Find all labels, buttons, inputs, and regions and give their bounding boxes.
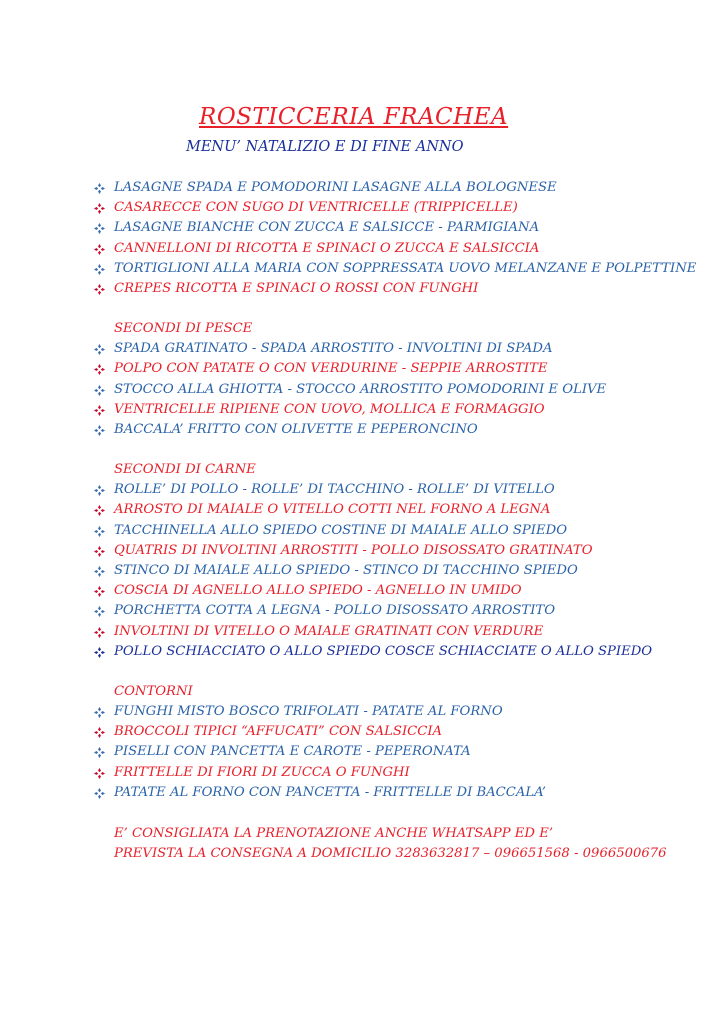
menu-item bbox=[93, 541, 713, 561]
menu-item-text: COSCIA DI AGNELLO ALLO SPIEDO - AGNELLO IN UMIDO bbox=[114, 583, 522, 599]
footer-line-1: E’ CONSIGLIATA LA PRENOTAZIONE ANCHE WHATSAPP ED E’ bbox=[114, 826, 554, 842]
section-heading-carne: SECONDI DI CARNE bbox=[114, 462, 256, 478]
diamond-bullet-icon bbox=[94, 244, 105, 255]
menu-item bbox=[93, 702, 713, 722]
diamond-bullet-icon bbox=[94, 606, 105, 617]
page-subtitle: MENU’ NATALIZIO E DI FINE ANNO bbox=[186, 139, 464, 155]
contorni-section bbox=[93, 702, 713, 803]
diamond-bullet-icon bbox=[94, 223, 105, 234]
carne-section bbox=[93, 480, 713, 662]
menu-item-text: PATATE AL FORNO CON PANCETTA - FRITTELLE DI BACCALA’ bbox=[114, 784, 546, 800]
diamond-bullet-icon bbox=[94, 546, 105, 557]
footer-line-2: PREVISTA LA CONSEGNA A DOMICILIO 3283632817 – 096651568 - 0966500676 bbox=[114, 846, 667, 862]
menu-item-text: LASAGNE SPADA E POMODORINI LASAGNE ALLA BOLOGNESE bbox=[114, 180, 557, 195]
menu-item-text: ARROSTO DI MAIALE O VITELLO COTTI NEL FORNO A LEGNA bbox=[114, 502, 551, 518]
primi-section bbox=[93, 178, 713, 299]
diamond-bullet-icon bbox=[94, 727, 105, 738]
diamond-bullet-icon bbox=[94, 526, 105, 537]
pesce-section bbox=[93, 339, 713, 440]
diamond-bullet-icon bbox=[94, 284, 105, 295]
menu-item bbox=[93, 642, 713, 662]
diamond-bullet-icon bbox=[94, 566, 105, 577]
menu-item bbox=[93, 279, 713, 299]
menu-item-text: INVOLTINI DI VITELLO O MAIALE GRATINATI CON VERDURE bbox=[114, 623, 544, 639]
menu-item-text: TACCHINELLA ALLO SPIEDO COSTINE DI MAIALE ALLO SPIEDO bbox=[114, 522, 568, 538]
menu-item bbox=[93, 400, 713, 420]
menu-item-text: QUATRIS DI INVOLTINI ARROSTITI - POLLO DISOSSATO GRATINATO bbox=[114, 542, 593, 558]
menu-item bbox=[93, 420, 713, 440]
menu-item-text: CREPES RICOTTA E SPINACI O ROSSI CON FUNGHI bbox=[114, 281, 479, 297]
menu-item bbox=[93, 259, 713, 279]
menu-item bbox=[93, 500, 713, 520]
diamond-bullet-icon bbox=[94, 586, 105, 597]
menu-item bbox=[93, 622, 713, 642]
diamond-bullet-icon bbox=[94, 364, 105, 375]
menu-item-text: CANNELLONI DI RICOTTA E SPINACI O ZUCCA E SALSICCIA bbox=[114, 240, 540, 256]
menu-item-text: TORTIGLIONI ALLA MARIA CON SOPPRESSATA UOVO MELANZANE E POLPETTINE bbox=[114, 260, 697, 276]
diamond-bullet-icon bbox=[94, 385, 105, 396]
menu-item bbox=[93, 339, 713, 359]
menu-item-text: POLLO SCHIACCIATO O ALLO SPIEDO COSCE SCHIACCIATE O ALLO SPIEDO bbox=[114, 643, 653, 659]
menu-item-text: LASAGNE BIANCHE CON ZUCCA E SALSICCE - PARMIGIANA bbox=[114, 220, 540, 236]
diamond-bullet-icon bbox=[94, 203, 105, 214]
diamond-bullet-icon bbox=[94, 485, 105, 496]
menu-item bbox=[93, 722, 713, 742]
diamond-bullet-icon bbox=[94, 788, 105, 799]
menu-item-text: POLPO CON PATATE O CON VERDURINE - SEPPIE ARROSTITE bbox=[114, 361, 548, 377]
diamond-bullet-icon bbox=[94, 768, 105, 779]
menu-item-text: FUNGHI MISTO BOSCO TRIFOLATI - PATATE AL FORNO bbox=[114, 704, 503, 720]
menu-item-text: VENTRICELLE RIPIENE CON UOVO, MOLLICA E FORMAGGIO bbox=[114, 401, 545, 417]
menu-item bbox=[93, 561, 713, 581]
menu-list bbox=[93, 178, 713, 864]
menu-item-text: PORCHETTA COTTA A LEGNA - POLLO DISOSSATO ARROSTITO bbox=[114, 603, 556, 619]
menu-item-text: PISELLI CON PANCETTA E CAROTE - PEPERONATA bbox=[114, 744, 471, 760]
footer-note bbox=[93, 824, 713, 864]
menu-item-text: BACCALA’ FRITTO CON OLIVETTE E PEPERONCINO bbox=[114, 422, 478, 438]
menu-item bbox=[93, 783, 713, 803]
menu-item bbox=[93, 359, 713, 379]
section-heading-contorni: CONTORNI bbox=[114, 684, 193, 700]
menu-item bbox=[93, 239, 713, 259]
menu-item bbox=[93, 380, 713, 400]
menu-item bbox=[93, 601, 713, 621]
diamond-bullet-icon bbox=[94, 707, 105, 718]
diamond-bullet-icon bbox=[94, 647, 105, 658]
menu-item-text: FRITTELLE DI FIORI DI ZUCCA O FUNGHI bbox=[114, 764, 410, 780]
diamond-bullet-icon bbox=[94, 627, 105, 638]
menu-item bbox=[93, 763, 713, 783]
section-heading-pesce: SECONDI DI PESCE bbox=[114, 321, 253, 337]
menu-item bbox=[93, 581, 713, 601]
menu-item-text: ROLLE’ DI POLLO - ROLLE’ DI TACCHINO - ROLLE’ DI VITELLO bbox=[114, 482, 555, 498]
diamond-bullet-icon bbox=[94, 405, 105, 416]
menu-item-text: SPADA GRATINATO - SPADA ARROSTITO - INVOLTINI DI SPADA bbox=[114, 341, 553, 357]
menu-item-text: CASARECCE CON SUGO DI VENTRICELLE (TRIPPICELLE) bbox=[114, 200, 518, 216]
page-title: ROSTICCERIA FRACHEA bbox=[199, 104, 509, 130]
diamond-bullet-icon bbox=[94, 183, 105, 194]
menu-item bbox=[93, 218, 713, 238]
menu-item bbox=[93, 198, 713, 218]
menu-item-text: BROCCOLI TIPICI “AFFUCATI” CON SALSICCIA bbox=[114, 724, 443, 740]
menu-item bbox=[93, 742, 713, 762]
diamond-bullet-icon bbox=[94, 425, 105, 436]
menu-item bbox=[93, 521, 713, 541]
menu-item bbox=[93, 178, 713, 198]
menu-item-text: STINCO DI MAIALE ALLO SPIEDO - STINCO DI TACCHINO SPIEDO bbox=[114, 563, 578, 579]
menu-item-text: STOCCO ALLA GHIOTTA - STOCCO ARROSTITO POMODORINI E OLIVE bbox=[114, 381, 607, 397]
diamond-bullet-icon bbox=[94, 344, 105, 355]
menu-item bbox=[93, 480, 713, 500]
diamond-bullet-icon bbox=[94, 747, 105, 758]
diamond-bullet-icon bbox=[94, 264, 105, 275]
diamond-bullet-icon bbox=[94, 505, 105, 516]
